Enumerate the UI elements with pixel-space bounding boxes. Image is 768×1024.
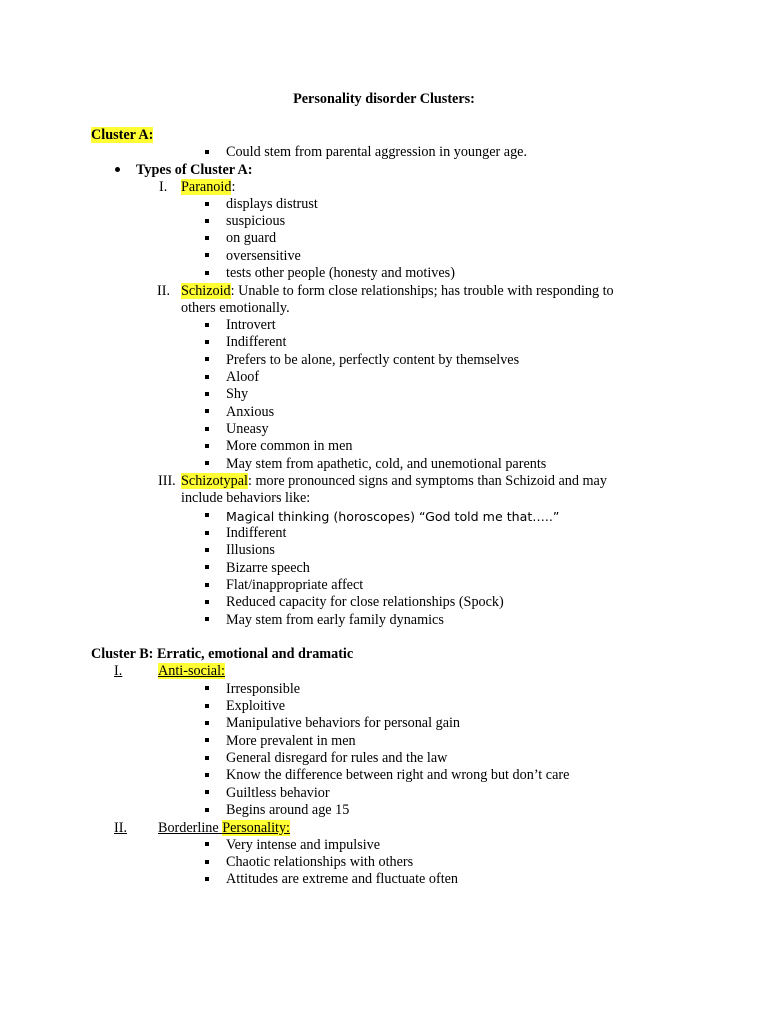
square-bullet-icon — [205, 773, 209, 777]
type-heading-schizoid — [181, 283, 614, 300]
square-bullet-icon — [205, 877, 209, 881]
square-bullet-icon — [205, 444, 209, 448]
square-bullet-icon — [205, 271, 209, 275]
cluster-b-heading: Cluster B: Erratic, emotional and dramatic — [91, 646, 354, 662]
square-bullet-icon — [205, 756, 209, 760]
square-bullet-icon — [205, 461, 209, 465]
list-item: Begins around age 15 — [226, 802, 350, 818]
list-item: Could stem from parental aggression in younger age. — [226, 144, 528, 160]
list-item: on guard — [226, 230, 277, 246]
type-numeral: I. — [114, 663, 123, 679]
square-bullet-icon — [205, 842, 209, 846]
list-item: Magical thinking (horoscopes) “God told me that…..” — [226, 509, 560, 524]
list-item: Exploitive — [226, 698, 286, 714]
square-bullet-icon — [205, 219, 209, 223]
square-bullet-icon — [205, 340, 209, 344]
list-item: suspicious — [226, 213, 286, 229]
types-heading: Types of Cluster A: — [136, 162, 253, 178]
type-name: Anti-social: — [158, 663, 225, 679]
list-item: General disregard for rules and the law — [226, 750, 448, 766]
list-item: tests other people (honesty and motives) — [226, 265, 455, 281]
list-item: Shy — [226, 386, 249, 402]
square-bullet-icon — [205, 790, 209, 794]
list-item: Know the difference between right and wrong but don’t care — [226, 767, 570, 783]
square-bullet-icon — [205, 860, 209, 864]
list-item: Aloof — [226, 369, 260, 385]
type-heading-suffix: : — [231, 179, 236, 195]
list-item: May stem from early family dynamics — [226, 612, 444, 628]
type-numeral: II. — [114, 820, 127, 836]
square-bullet-icon — [205, 721, 209, 725]
square-bullet-icon — [205, 357, 209, 361]
list-item: Indifferent — [226, 334, 287, 350]
list-item: Attitudes are extreme and fluctuate often — [226, 871, 459, 887]
square-bullet-icon — [205, 236, 209, 240]
type-heading-paranoid — [181, 179, 235, 196]
type-name: Schizotypal — [181, 473, 248, 489]
square-bullet-icon — [205, 202, 209, 206]
list-item: More prevalent in men — [226, 733, 356, 749]
square-bullet-icon — [205, 392, 209, 396]
square-bullet-icon — [205, 565, 209, 569]
square-bullet-icon — [205, 427, 209, 431]
type-name: Paranoid — [181, 179, 232, 195]
type-heading-borderline — [158, 820, 290, 837]
square-bullet-icon — [205, 409, 209, 413]
type-numeral: III. — [158, 473, 176, 489]
square-bullet-icon — [205, 617, 209, 621]
document-title: Personality disorder Clusters: — [293, 91, 475, 107]
square-bullet-icon — [205, 548, 209, 552]
square-bullet-icon — [205, 513, 209, 517]
list-item: May stem from apathetic, cold, and unemotional parents — [226, 456, 547, 472]
list-item: Illusions — [226, 542, 275, 558]
square-bullet-icon — [205, 808, 209, 812]
list-item: Indifferent — [226, 525, 287, 541]
square-bullet-icon — [205, 375, 209, 379]
list-item: Guiltless behavior — [226, 785, 330, 801]
type-numeral: I. — [159, 179, 168, 195]
type-heading-suffix: : more pronounced signs and symptoms than Schizoid and may — [247, 473, 607, 489]
list-item: oversensitive — [226, 248, 301, 264]
list-item: Chaotic relationships with others — [226, 854, 414, 870]
square-bullet-icon — [205, 738, 209, 742]
round-bullet-icon — [115, 167, 120, 172]
cluster-a-heading — [91, 127, 153, 144]
square-bullet-icon — [205, 583, 209, 587]
square-bullet-icon — [205, 686, 209, 690]
square-bullet-icon — [205, 323, 209, 327]
cluster-a-heading-text: Cluster A: — [91, 127, 154, 143]
square-bullet-icon — [205, 253, 209, 257]
type-heading-continuation: include behaviors like: — [181, 490, 311, 506]
type-heading-continuation: others emotionally. — [181, 300, 290, 316]
list-item: displays distrust — [226, 196, 318, 212]
list-item: Uneasy — [226, 421, 269, 437]
type-heading-suffix: : Unable to form close relationships; has trouble with responding to — [230, 283, 614, 299]
list-item: Manipulative behaviors for personal gain — [226, 715, 461, 731]
square-bullet-icon — [205, 600, 209, 604]
type-name-plain: Borderline — [158, 820, 223, 836]
square-bullet-icon — [205, 150, 209, 154]
list-item: Prefers to be alone, perfectly content by themselves — [226, 352, 520, 368]
list-item: Introvert — [226, 317, 276, 333]
type-numeral: II. — [157, 283, 170, 299]
type-heading-antisocial — [158, 663, 225, 680]
list-item: Very intense and impulsive — [226, 837, 381, 853]
list-item: Flat/inappropriate affect — [226, 577, 364, 593]
type-name: Personality: — [222, 820, 290, 836]
square-bullet-icon — [205, 704, 209, 708]
list-item: Anxious — [226, 404, 275, 420]
type-heading-schizotypal — [181, 473, 607, 490]
list-item: Bizarre speech — [226, 560, 310, 576]
list-item: Irresponsible — [226, 681, 301, 697]
square-bullet-icon — [205, 531, 209, 535]
type-name: Schizoid — [181, 283, 231, 299]
list-item: More common in men — [226, 438, 353, 454]
list-item: Reduced capacity for close relationships (Spock) — [226, 594, 504, 610]
